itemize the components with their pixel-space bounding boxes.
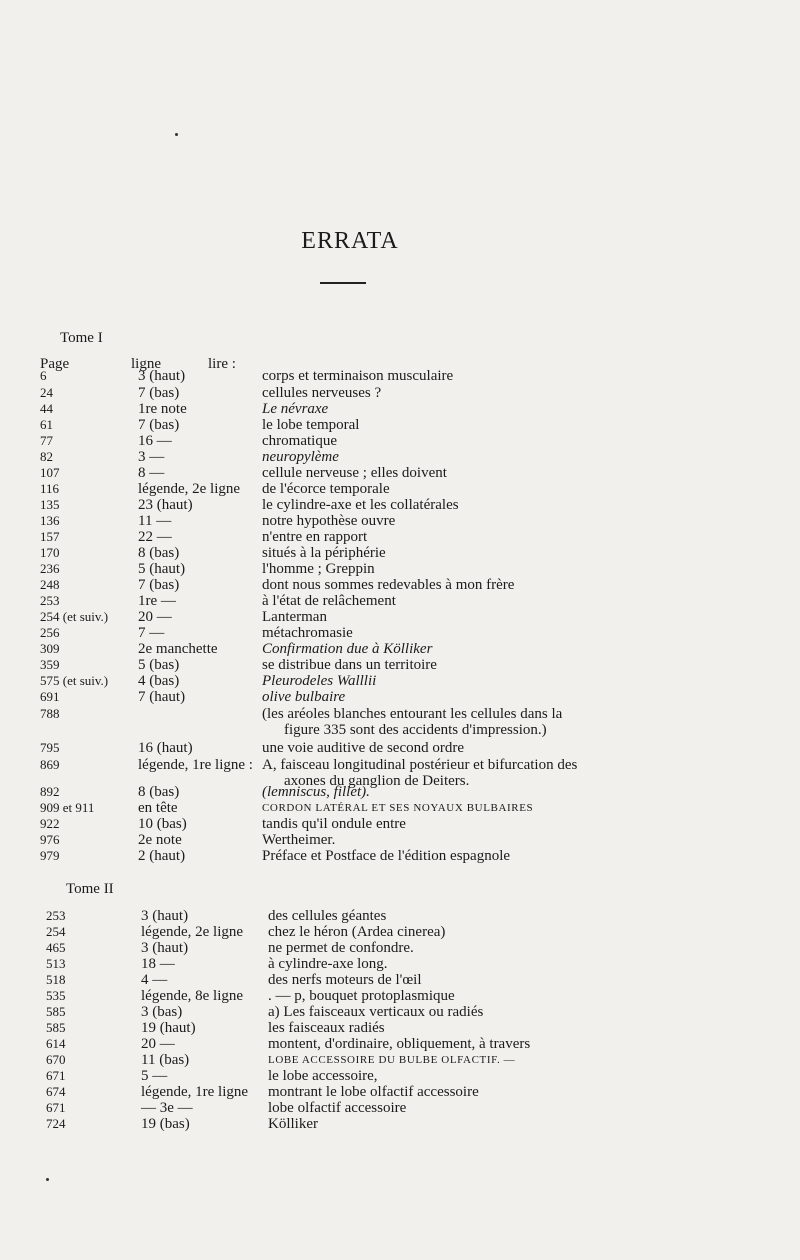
row-page: 585	[46, 1020, 66, 1035]
row-page: 254 (et suiv.)	[40, 609, 109, 624]
row-correction: (lemniscus, fillet).	[262, 784, 370, 800]
row-ligne: légende, 2e ligne	[138, 481, 241, 497]
row-page: 107	[40, 465, 60, 480]
errata-row	[0, 816, 800, 832]
row-correction: à cylindre-axe long.	[268, 956, 388, 972]
errata-row	[0, 368, 800, 384]
errata-row	[0, 1084, 800, 1100]
row-page: 256	[40, 625, 60, 640]
speck	[46, 1178, 49, 1181]
row-ligne: en tête	[138, 800, 178, 816]
row-ligne: 3 (haut)	[138, 368, 186, 384]
row-page: 671	[46, 1068, 66, 1083]
row-correction: situés à la périphérie	[262, 545, 386, 561]
errata-row	[0, 784, 800, 800]
errata-row	[0, 1116, 800, 1132]
row-ligne: légende, 8e ligne	[141, 988, 244, 1004]
row-ligne: 7 (bas)	[138, 417, 180, 433]
row-page: 254	[46, 924, 66, 939]
row-page: 674	[46, 1084, 66, 1099]
errata-row	[0, 689, 800, 705]
errata-row	[0, 757, 800, 789]
row-ligne: 7 (bas)	[138, 577, 180, 593]
row-ligne: 7 (haut)	[138, 689, 186, 705]
errata-row	[0, 832, 800, 848]
row-page: 77	[40, 433, 53, 448]
row-ligne: légende, 2e ligne	[141, 924, 244, 940]
row-page: 359	[40, 657, 60, 672]
row-correction: (les aréoles blanches entourant les cellules dans la	[262, 706, 563, 722]
row-page: 236	[40, 561, 60, 576]
row-ligne: 19 (bas)	[141, 1116, 190, 1132]
errata-row	[0, 385, 800, 401]
errata-row	[0, 924, 800, 940]
row-ligne: 3 (bas)	[141, 1004, 183, 1020]
page-title: ERRATA	[301, 228, 399, 254]
row-ligne: 7 —	[138, 625, 165, 641]
row-correction: A, faisceau longitudinal postérieur et bifurcation des	[262, 757, 578, 773]
row-ligne: 22 —	[138, 529, 172, 545]
row-correction-continued: axones du ganglion de Deiters.	[284, 773, 470, 789]
row-ligne: légende, 1re ligne :	[138, 757, 253, 773]
row-ligne: 5 (bas)	[138, 657, 180, 673]
row-page: 44	[40, 401, 53, 416]
row-correction: chromatique	[262, 433, 337, 449]
row-correction: a) Les faisceaux verticaux ou radiés	[268, 1004, 484, 1020]
row-correction: des nerfs moteurs de l'œil	[268, 972, 422, 988]
row-correction: montent, d'ordinaire, obliquement, à travers	[268, 1036, 531, 1052]
errata-row	[0, 545, 800, 561]
row-ligne: légende, 1re ligne	[141, 1084, 249, 1100]
row-page: 465	[46, 940, 66, 955]
row-ligne: 3 —	[138, 449, 165, 465]
row-correction: l'homme ; Greppin	[262, 561, 375, 577]
errata-row	[0, 497, 800, 513]
tome-1-heading: Tome I	[60, 330, 103, 346]
row-correction: neuropylème	[262, 449, 339, 465]
row-ligne: 8 —	[138, 465, 165, 481]
row-page: 518	[46, 972, 66, 987]
row-ligne: 2 (haut)	[138, 848, 186, 864]
errata-row	[0, 706, 800, 738]
row-page: 157	[40, 529, 60, 544]
errata-row	[0, 481, 800, 497]
row-ligne: 2e manchette	[138, 641, 218, 657]
errata-row	[0, 1052, 800, 1068]
row-ligne: 11 —	[138, 513, 172, 529]
row-page: 513	[46, 956, 66, 971]
errata-row	[0, 577, 800, 593]
header-ligne: ligne	[131, 356, 161, 372]
errata-row	[0, 1004, 800, 1020]
row-page: 253	[46, 908, 66, 923]
row-ligne: 1re note	[138, 401, 187, 417]
row-correction: Pleurodeles Walllii	[262, 673, 377, 689]
errata-row	[0, 1100, 800, 1116]
header-page: Page	[40, 356, 70, 372]
row-page: 82	[40, 449, 53, 464]
row-correction: CORDON LATÉRAL ET SES NOYAUX BULBAIRES	[262, 802, 534, 814]
row-correction: les faisceaux radiés	[268, 1020, 385, 1036]
row-page: 248	[40, 577, 60, 592]
row-page: 61	[40, 417, 53, 432]
header-lire: lire :	[208, 356, 236, 372]
row-correction: chez le héron (Ardea cinerea)	[268, 924, 446, 940]
row-correction: Préface et Postface de l'édition espagnole	[262, 848, 511, 864]
row-ligne: 20 —	[141, 1036, 175, 1052]
row-page: 869	[40, 757, 60, 772]
errata-row	[0, 513, 800, 529]
row-page: 309	[40, 641, 60, 656]
row-correction-continued: figure 335 sont des accidents d'impression.)	[284, 722, 547, 738]
row-page: 909 et 911	[40, 800, 95, 815]
row-correction: Kölliker	[268, 1116, 318, 1132]
row-correction: olive bulbaire	[262, 689, 346, 705]
row-ligne: 8 (bas)	[138, 784, 180, 800]
row-ligne: 16 (haut)	[138, 740, 193, 756]
row-correction: le lobe accessoire,	[268, 1068, 378, 1084]
errata-row	[0, 609, 800, 625]
row-page: 135	[40, 497, 60, 512]
row-correction: métachromasie	[262, 625, 353, 641]
row-page: 6	[40, 368, 47, 383]
errata-row	[0, 800, 800, 816]
row-page: 788	[40, 706, 60, 721]
row-page: 670	[46, 1052, 66, 1067]
errata-row	[0, 988, 800, 1004]
row-ligne: 2e note	[138, 832, 182, 848]
errata-row	[0, 657, 800, 673]
speck	[175, 133, 178, 136]
tome-2-heading: Tome II	[66, 881, 114, 897]
row-correction: LOBE ACCESSOIRE DU BULBE OLFACTIF. —	[268, 1054, 516, 1066]
row-ligne: 8 (bas)	[138, 545, 180, 561]
row-correction: Confirmation due à Kölliker	[262, 641, 433, 657]
row-ligne: — 3e —	[141, 1100, 193, 1116]
row-page: 24	[40, 385, 53, 400]
row-correction: des cellules géantes	[268, 908, 387, 924]
row-ligne: 1re —	[138, 593, 176, 609]
row-correction: le lobe temporal	[262, 417, 360, 433]
row-ligne: 10 (bas)	[138, 816, 187, 832]
errata-row	[0, 956, 800, 972]
errata-row	[0, 625, 800, 641]
row-page: 253	[40, 593, 60, 608]
row-page: 671	[46, 1100, 66, 1115]
row-ligne: 23 (haut)	[138, 497, 193, 513]
row-page: 170	[40, 545, 60, 560]
row-correction: Lanterman	[262, 609, 327, 625]
title-rule	[320, 282, 366, 284]
row-page: 585	[46, 1004, 66, 1019]
row-correction: ne permet de confondre.	[268, 940, 414, 956]
row-ligne: 4 (bas)	[138, 673, 180, 689]
errata-row	[0, 673, 800, 689]
row-page: 136	[40, 513, 60, 528]
row-correction: corps et terminaison musculaire	[262, 368, 454, 384]
errata-row	[0, 593, 800, 609]
row-ligne: 5 —	[141, 1068, 168, 1084]
row-correction: de l'écorce temporale	[262, 481, 390, 497]
row-page: 575 (et suiv.)	[40, 673, 109, 688]
errata-row	[0, 561, 800, 577]
errata-row	[0, 1068, 800, 1084]
row-correction: . — p, bouquet protoplasmique	[268, 988, 455, 1004]
row-correction: cellules nerveuses ?	[262, 385, 382, 401]
errata-row	[0, 401, 800, 417]
errata-row	[0, 1036, 800, 1052]
row-correction: Wertheimer.	[262, 832, 336, 848]
errata-row	[0, 449, 800, 465]
row-ligne: 11 (bas)	[141, 1052, 190, 1068]
errata-row	[0, 465, 800, 481]
row-ligne: 20 —	[138, 609, 172, 625]
errata-row	[0, 433, 800, 449]
row-ligne: 16 —	[138, 433, 172, 449]
row-correction: se distribue dans un territoire	[262, 657, 437, 673]
row-ligne: 7 (bas)	[138, 385, 180, 401]
row-page: 976	[40, 832, 60, 847]
errata-row	[0, 940, 800, 956]
row-correction: tandis qu'il ondule entre	[262, 816, 406, 832]
row-ligne: 5 (haut)	[138, 561, 186, 577]
row-page: 892	[40, 784, 60, 799]
errata-row	[0, 529, 800, 545]
errata-row	[0, 908, 800, 924]
errata-row	[0, 848, 800, 864]
row-correction: n'entre en rapport	[262, 529, 368, 545]
errata-row	[0, 972, 800, 988]
row-page: 535	[46, 988, 66, 1003]
row-page: 691	[40, 689, 60, 704]
row-correction: notre hypothèse ouvre	[262, 513, 396, 529]
row-correction: le cylindre-axe et les collatérales	[262, 497, 459, 513]
errata-row	[0, 417, 800, 433]
row-ligne: 3 (haut)	[141, 940, 189, 956]
row-page: 614	[46, 1036, 66, 1051]
row-correction: cellule nerveuse ; elles doivent	[262, 465, 447, 481]
errata-row	[0, 641, 800, 657]
errata-row	[0, 1020, 800, 1036]
row-correction: à l'état de relâchement	[262, 593, 396, 609]
errata-row	[0, 740, 800, 756]
row-correction: lobe olfactif accessoire	[268, 1100, 407, 1116]
row-page: 795	[40, 740, 60, 755]
row-correction: dont nous sommes redevables à mon frère	[262, 577, 515, 593]
row-correction: montrant le lobe olfactif accessoire	[268, 1084, 479, 1100]
row-page: 116	[40, 481, 60, 496]
row-ligne: 19 (haut)	[141, 1020, 196, 1036]
row-ligne: 3 (haut)	[141, 908, 189, 924]
row-page: 724	[46, 1116, 66, 1131]
row-ligne: 18 —	[141, 956, 175, 972]
row-correction: une voie auditive de second ordre	[262, 740, 465, 756]
row-page: 979	[40, 848, 60, 863]
row-correction: Le névraxe	[262, 401, 329, 417]
row-ligne: 4 —	[141, 972, 168, 988]
row-page: 922	[40, 816, 60, 831]
